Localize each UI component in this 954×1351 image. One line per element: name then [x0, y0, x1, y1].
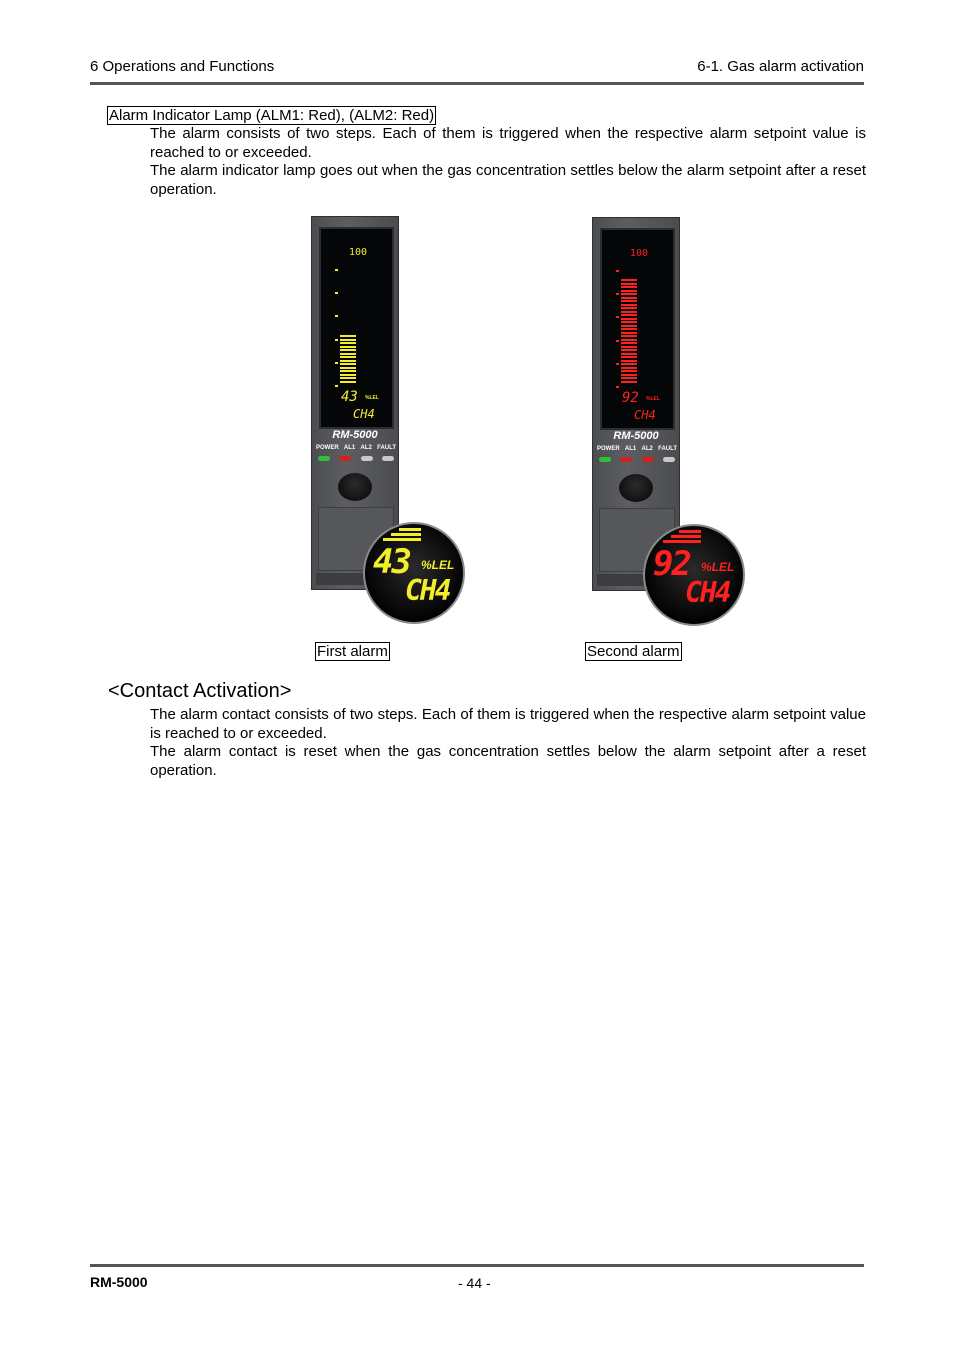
al1-lamp	[339, 456, 351, 461]
power-lamp	[599, 457, 611, 462]
level-bar-segment	[340, 349, 356, 351]
fault-lamp	[663, 457, 675, 462]
level-bar	[340, 335, 356, 385]
scale-tick	[616, 293, 619, 295]
level-bar-segment	[621, 339, 637, 341]
lamp-section-title: Alarm Indicator Lamp (ALM1: Red), (ALM2: Red)	[109, 107, 435, 124]
device-model-label: RM-5000	[332, 429, 378, 441]
level-bar-segment	[621, 360, 637, 362]
al2-lamp	[642, 457, 654, 462]
zoom-level-line	[399, 528, 421, 531]
level-bar-segment	[621, 335, 637, 337]
level-bar-segment	[621, 283, 637, 285]
level-bar-segment	[340, 363, 356, 365]
scale-max-label: 100	[349, 247, 368, 258]
scale-tick	[616, 270, 619, 272]
level-bar-segment	[621, 300, 637, 302]
scale-tick	[335, 292, 338, 294]
reading-unit: %LEL	[365, 395, 379, 401]
zoom-unit: %LEL	[421, 558, 455, 572]
level-bar-segment	[340, 339, 356, 341]
level-bar-segment	[340, 342, 356, 344]
caption-second-alarm: Second alarm	[587, 643, 680, 660]
header-subsection-title: 6-1. Gas alarm activation	[697, 58, 864, 75]
gas-name: CH4	[353, 407, 375, 421]
lamp-label-al1: AL1	[343, 445, 356, 451]
gas-name: CH4	[634, 408, 656, 422]
level-bar-segment	[621, 346, 637, 348]
lamp-paragraph-1: The alarm consists of two steps. Each of them is triggered when the respective alarm setpoint value is reached to or exceeded.	[150, 125, 866, 161]
level-bar-segment	[621, 304, 637, 306]
level-bar-segment	[621, 279, 637, 281]
lamp-label-al2: AL2	[360, 445, 372, 451]
scale-tick	[616, 340, 619, 342]
lamp-labels	[316, 445, 396, 451]
lamp-row	[318, 456, 394, 461]
lamp-label-al1: AL1	[624, 446, 637, 452]
level-bar-segment	[340, 381, 356, 383]
level-bar-segment	[621, 353, 637, 355]
level-bar-segment	[621, 377, 637, 379]
lamp-label-fault: FAULT	[658, 446, 677, 452]
reading-value: 43	[341, 389, 358, 405]
header-rule	[90, 82, 864, 85]
zoom-display-first	[363, 522, 465, 624]
zoom-level-lines	[375, 528, 421, 543]
scale-tick	[335, 269, 338, 271]
reset-knob	[619, 474, 653, 502]
level-bar-segment	[621, 318, 637, 320]
zoom-level-line	[663, 540, 701, 543]
power-lamp	[318, 456, 330, 461]
lamp-label-power: POWER	[597, 446, 620, 452]
level-bar	[621, 279, 637, 386]
level-bar-segment	[621, 367, 637, 369]
level-bar-segment	[621, 297, 637, 299]
contact-paragraph-2: The alarm contact is reset when the gas concentration settles below the alarm setpoint after a reset operation.	[150, 743, 866, 779]
level-bar-segment	[340, 360, 356, 362]
caption-first-alarm: First alarm	[317, 643, 388, 660]
level-bar-segment	[340, 356, 356, 358]
level-bar-segment	[340, 346, 356, 348]
scale-tick	[335, 362, 338, 364]
level-bar-segment	[621, 293, 637, 295]
level-bar-segment	[621, 356, 637, 358]
zoom-reading: 43	[373, 542, 410, 582]
level-bar-segment	[340, 370, 356, 372]
reading-unit: %LEL	[646, 396, 660, 402]
level-bar-segment	[621, 307, 637, 309]
lamp-labels	[597, 446, 677, 452]
level-bar-segment	[621, 325, 637, 327]
device-screen	[319, 227, 394, 429]
zoom-gas: CH4	[685, 576, 730, 609]
zoom-gas: CH4	[405, 574, 450, 607]
level-bar-segment	[621, 286, 637, 288]
zoom-level-line	[679, 530, 701, 533]
reading-value: 92	[622, 390, 639, 406]
zoom-level-line	[383, 538, 421, 541]
header-section-title: 6 Operations and Functions	[90, 58, 275, 75]
lamp-paragraph-2: The alarm indicator lamp goes out when the gas concentration settles below the alarm setpoint after a reset operation.	[150, 162, 866, 198]
zoom-level-line	[671, 535, 701, 538]
level-bar-segment	[621, 363, 637, 365]
lamp-label-power: POWER	[316, 445, 339, 451]
footer-rule	[90, 1264, 864, 1267]
scale-tick	[335, 385, 338, 387]
level-bar-segment	[340, 335, 356, 337]
device-model-label: RM-5000	[613, 430, 659, 442]
level-bar-segment	[621, 332, 637, 334]
level-bar-segment	[621, 381, 637, 383]
level-bar-segment	[621, 311, 637, 313]
device-screen	[600, 228, 675, 430]
level-bar-segment	[340, 374, 356, 376]
scale-tick	[616, 386, 619, 388]
scale-tick	[335, 339, 338, 341]
zoom-level-lines	[655, 530, 701, 545]
level-bar-segment	[621, 370, 637, 372]
level-bar-segment	[340, 367, 356, 369]
level-bar-segment	[340, 377, 356, 379]
level-bar-segment	[621, 321, 637, 323]
level-bar-segment	[621, 290, 637, 292]
footer-model: RM-5000	[90, 1274, 148, 1290]
contact-heading: <Contact Activation>	[108, 680, 292, 702]
lamp-label-fault: FAULT	[377, 445, 396, 451]
scale-tick	[616, 316, 619, 318]
scale-tick	[616, 363, 619, 365]
level-bar-segment	[621, 328, 637, 330]
al1-lamp	[620, 457, 632, 462]
zoom-unit: %LEL	[701, 560, 735, 574]
level-bar-segment	[621, 374, 637, 376]
lamp-row	[599, 457, 675, 462]
scale-tick	[335, 315, 338, 317]
fault-lamp	[382, 456, 394, 461]
level-bar-segment	[621, 342, 637, 344]
reset-knob	[338, 473, 372, 501]
level-bar-segment	[340, 353, 356, 355]
zoom-reading: 92	[653, 544, 690, 584]
page-number: - 44 -	[458, 1275, 491, 1291]
contact-paragraph-1: The alarm contact consists of two steps. Each of them is triggered when the respective alarm setpoint value is reached to or exceeded.	[150, 706, 866, 742]
zoom-display-second	[643, 524, 745, 626]
lamp-label-al2: AL2	[641, 446, 653, 452]
level-bar-segment	[621, 314, 637, 316]
zoom-level-line	[391, 533, 421, 536]
level-bar-segment	[621, 349, 637, 351]
scale-max-label: 100	[630, 248, 649, 259]
al2-lamp	[361, 456, 373, 461]
